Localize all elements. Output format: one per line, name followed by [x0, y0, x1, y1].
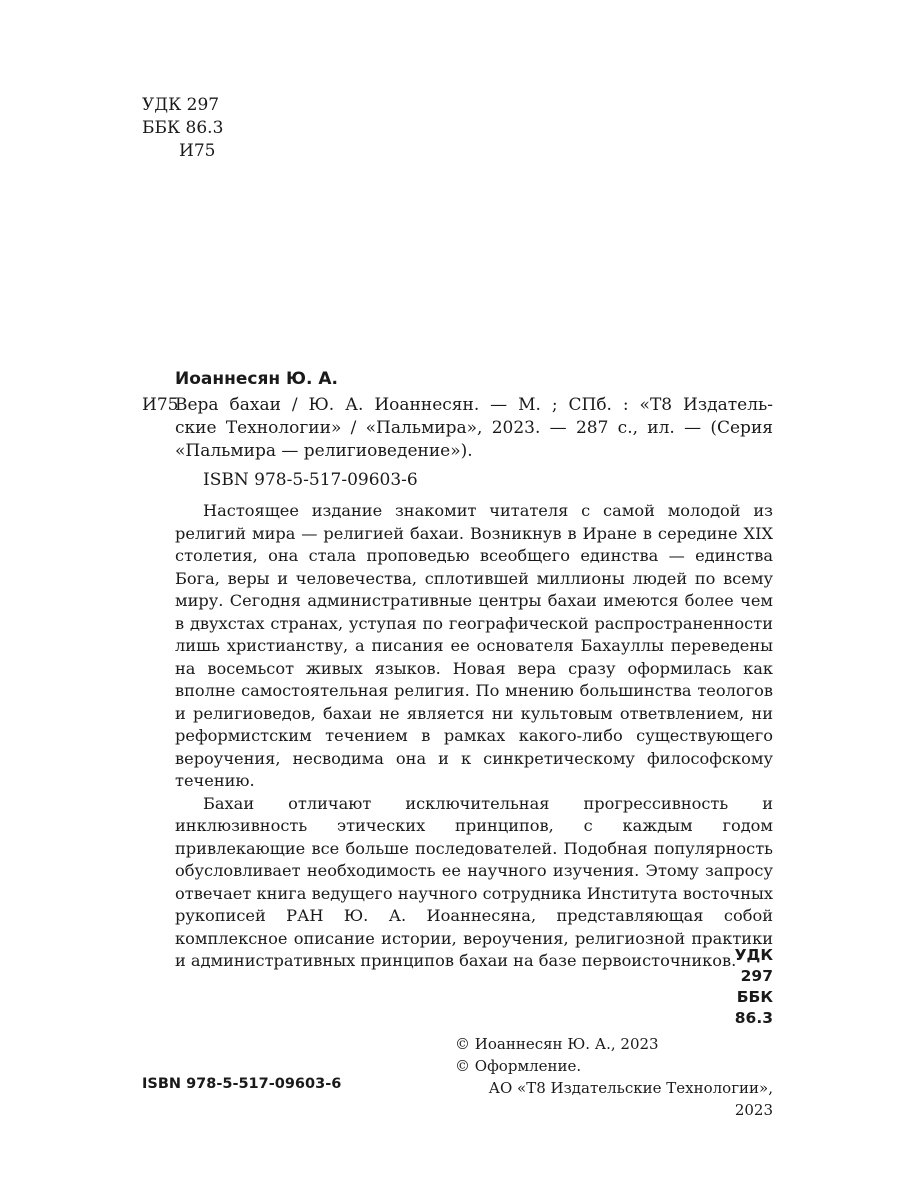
bibliographic-line-3: «Пальмира — религиоведение»).	[175, 441, 473, 461]
udk-code-bottom: УДК 297	[734, 946, 773, 985]
author-heading: Иоаннесян Ю. А.	[175, 369, 339, 389]
copyright-block	[455, 1033, 773, 1121]
copyright-author: © Иоаннесян Ю. А., 2023	[455, 1035, 659, 1053]
bbk-code-bottom: ББК 86.3	[734, 988, 773, 1027]
imprint-isbn: ISBN 978-5-517-09603-6	[142, 1076, 342, 1092]
entry-author-mark: И75	[142, 395, 179, 415]
author-mark-code: И75	[179, 141, 216, 161]
copyright-design: © Оформление.	[455, 1057, 582, 1075]
annotation-paragraph-1: Настоящее издание знакомит читателя с самой молодой из религий мира — религией бахаи. Возникнув в Иране в середине XIX столетия, она стала проповедью всеобщего единства — единства Бога, веры и человечества, сплотившей миллионы людей по всему миру. Сегодня административные центры бахаи имеются более чем в двухстах странах, уступая по географической распространенности лишь христианству, а писания ее основателя Бахауллы переведены на восемьсот живых языков. Новая вера сразу оформилась как вполне самостоятельная религия. По мнению большинства теологов и религиоведов, бахаи не является ни культовым ответвлением, ни реформистским течением в рамках какого-либо существующего вероучения, несводима она и к синкретическому философскому течению.	[175, 501, 773, 790]
classification-block-top	[142, 94, 223, 163]
entry-isbn: ISBN 978-5-517-09603-6	[203, 470, 418, 490]
udk-code: УДК 297	[142, 95, 220, 115]
annotation-paragraph-2: Бахаи отличают исключительная прогрессивность и инклюзивность этических принципов, с каждым годом привлекающие все больше последователей. Подобная популярность обусловливает необходимость ее научного изучения. Этому запросу отвечает книга ведущего научного сотрудника Института восточных рукописей РАН Ю. А. Иоаннесяна, представляющая собой комплексное описание истории, вероучения, религиозной практики и административных принципов бахаи на базе первоисточников.	[175, 793, 773, 970]
bbk-code: ББК 86.3	[142, 118, 224, 138]
bibliographic-line-1: Вера бахаи / Ю. А. Иоаннесян. — М. ; СПб. : «Т8 Издатель-	[175, 395, 773, 415]
copyright-publisher: АО «Т8 Издательские Технологии», 2023	[488, 1079, 773, 1119]
bibliographic-line-2: ские Технологии» / «Пальмира», 2023. — 287 с., ил. — (Серия	[175, 418, 773, 438]
annotation	[175, 500, 773, 973]
bibliographic-description	[175, 394, 773, 463]
classification-block-bottom	[700, 945, 773, 1029]
